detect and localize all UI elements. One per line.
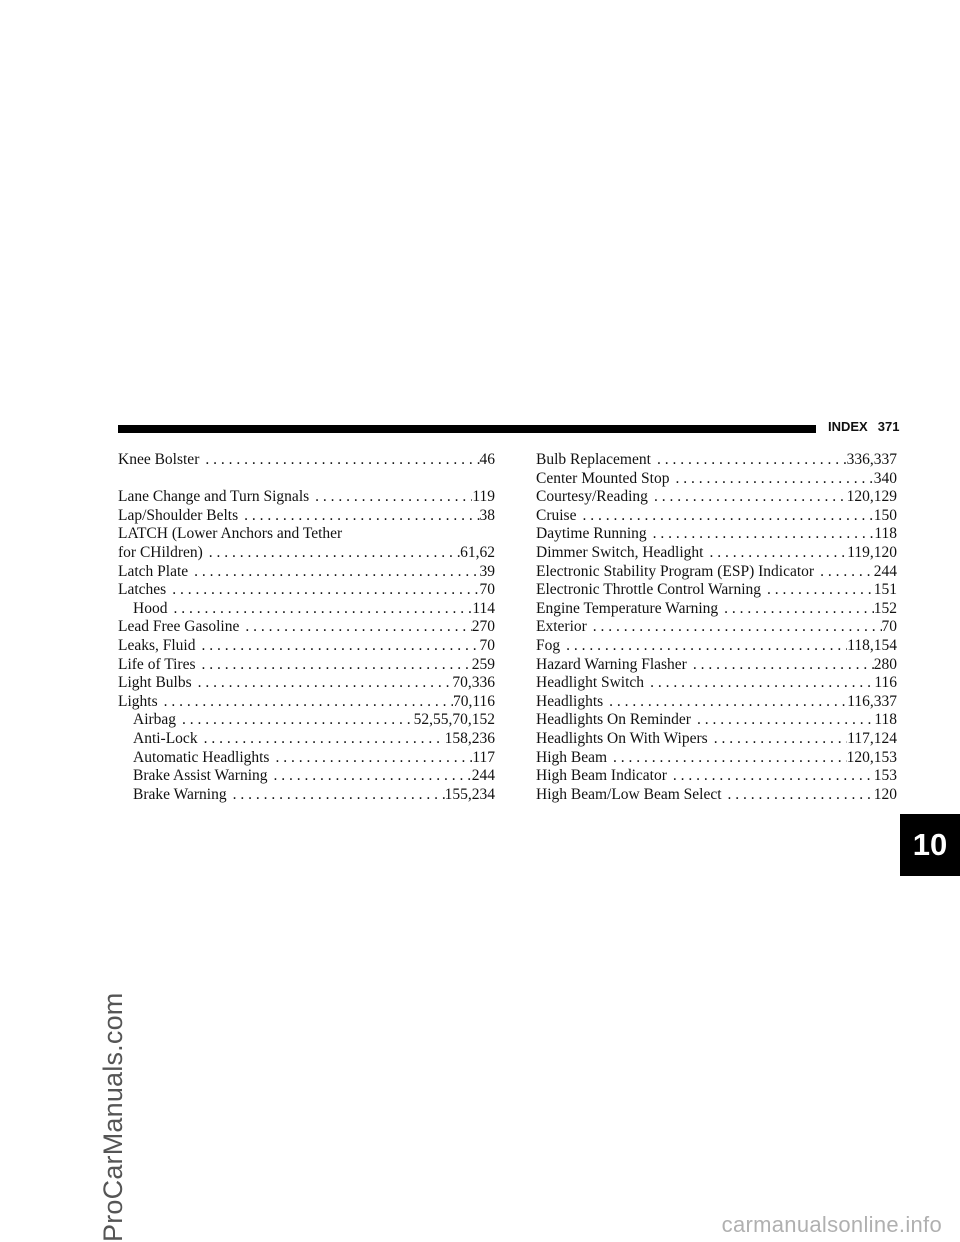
- leader-dots: [239, 618, 471, 636]
- entry-pages: 52,55,70,152: [413, 711, 495, 729]
- entry-label: Electronic Stability Program (ESP) Indicator: [536, 562, 815, 580]
- leader-dots: [814, 563, 874, 581]
- entry-pages: 151: [873, 581, 897, 599]
- leader-dots: [199, 451, 479, 469]
- entry-pages: 118: [874, 525, 897, 543]
- index-entry: [536, 730, 897, 749]
- entry-pages: 70,336: [452, 674, 495, 692]
- entry-label: Headlight Switch: [536, 674, 645, 692]
- entry-label: High Beam: [536, 748, 608, 766]
- index-subentry: [118, 600, 495, 619]
- header-title: INDEX: [828, 419, 868, 434]
- index-entry: [536, 767, 897, 786]
- entry-label: Life of Tires: [118, 655, 196, 673]
- entry-pages: 158,236: [444, 729, 495, 747]
- footer-watermark: carmanualsonline.info: [721, 1212, 942, 1237]
- running-header: [828, 419, 909, 434]
- leader-dots: [166, 581, 479, 599]
- entry-pages: 38: [479, 506, 495, 524]
- index-subentry: [118, 767, 495, 786]
- index-entry: [118, 656, 495, 675]
- entry-label: Lap/Shoulder Belts: [118, 506, 239, 524]
- leader-dots: [651, 451, 847, 469]
- leader-dots: [761, 581, 874, 599]
- entry-pages: 340: [873, 469, 897, 487]
- section-tab: 10: [900, 814, 960, 876]
- leader-dots: [309, 488, 472, 506]
- index-entry: [536, 749, 897, 768]
- index-subentry: [118, 730, 495, 749]
- index-entry: [118, 581, 495, 600]
- leader-dots: [560, 637, 847, 655]
- header-page-number: 371: [877, 419, 900, 434]
- entry-pages: 280: [873, 655, 897, 673]
- index-entry: [118, 507, 495, 526]
- index-entry: [536, 488, 897, 507]
- index-entry: [118, 451, 495, 470]
- entry-label: Latch Plate: [118, 562, 189, 580]
- entry-label: Headlights: [536, 692, 604, 710]
- index-entry: [536, 693, 897, 712]
- watermark-text: ProCarManuals.com: [98, 992, 128, 1242]
- leader-dots: [648, 488, 847, 506]
- index-entry: [536, 600, 897, 619]
- leader-dots: [722, 786, 874, 804]
- index-entry: [118, 693, 495, 712]
- header-rule: [118, 425, 816, 433]
- leader-dots: [167, 600, 472, 618]
- entry-pages: 336,337: [846, 451, 897, 468]
- entry-label: Light Bulbs: [118, 674, 192, 692]
- entry-label: High Beam Indicator: [536, 767, 667, 785]
- leader-dots: [603, 693, 847, 711]
- entry-label: Bulb Replacement: [536, 451, 651, 468]
- index-entry: [536, 451, 897, 470]
- leader-dots: [198, 730, 445, 748]
- index-entry: [118, 563, 495, 582]
- entry-pages: 152: [873, 599, 897, 617]
- index-entry: [536, 711, 897, 730]
- entry-label: Lights: [118, 692, 158, 710]
- index-column-left: [118, 451, 495, 804]
- leader-dots: [176, 711, 414, 729]
- entry-label: Automatic Headlights: [133, 748, 270, 766]
- entry-label: Cruise: [536, 506, 577, 524]
- index-entry: [536, 656, 897, 675]
- entry-pages: 117,124: [847, 729, 897, 747]
- entry-label: Exterior: [536, 618, 587, 636]
- leader-dots: [268, 767, 472, 785]
- leader-dots: [158, 693, 453, 711]
- index-entry: [118, 637, 495, 656]
- entry-pages: 70: [479, 636, 495, 654]
- entry-label: Knee Bolster: [118, 451, 200, 468]
- entry-label: Fog: [536, 636, 561, 654]
- leader-dots: [587, 618, 882, 636]
- entry-pages: 120: [873, 785, 897, 803]
- leader-dots: [188, 563, 479, 581]
- leader-dots: [647, 525, 875, 543]
- index-entry: [536, 544, 897, 563]
- index-subentry: [118, 711, 495, 730]
- entry-label: Leaks, Fluid: [118, 636, 196, 654]
- leader-dots: [703, 544, 847, 562]
- index-entry: [536, 507, 897, 526]
- index-subentry: [118, 749, 495, 768]
- entry-label: Center Mounted Stop: [536, 469, 670, 487]
- index-subentry: [118, 786, 495, 805]
- entry-pages: 61,62: [460, 543, 495, 561]
- entry-pages: 116: [874, 674, 897, 692]
- entry-pages: 117: [472, 748, 495, 766]
- entry-pages: 70: [479, 581, 495, 599]
- index-entry: [536, 786, 897, 805]
- index-column-right: [536, 451, 897, 804]
- entry-pages: 244: [471, 767, 495, 785]
- entry-pages: 114: [472, 599, 495, 617]
- leader-dots: [203, 544, 460, 562]
- entry-label: Dimmer Switch, Headlight: [536, 543, 704, 561]
- leader-dots: [669, 470, 873, 488]
- entry-pages: 118: [874, 711, 897, 729]
- leader-dots: [196, 656, 472, 674]
- leader-dots: [607, 749, 847, 767]
- leader-dots: [238, 507, 479, 525]
- entry-pages: 259: [471, 655, 495, 673]
- leader-dots: [576, 507, 873, 525]
- index-entry: [536, 563, 897, 582]
- entry-pages: 270: [471, 618, 495, 636]
- entry-pages: 155,234: [444, 785, 495, 803]
- leader-dots: [667, 767, 874, 785]
- entry-label: Engine Temperature Warning: [536, 599, 719, 617]
- index-entry: [536, 581, 897, 600]
- index-entry: [536, 618, 897, 637]
- index-entry: [118, 525, 495, 544]
- entry-label: Brake Warning: [133, 785, 227, 803]
- entry-label: Electronic Throttle Control Warning: [536, 581, 762, 599]
- entry-pages: 119,120: [847, 543, 897, 561]
- leader-dots: [644, 674, 874, 692]
- entry-label: Courtesy/Reading: [536, 488, 648, 506]
- entry-label: for CHildren): [118, 543, 203, 561]
- entry-label: High Beam/Low Beam Select: [536, 785, 722, 803]
- index-entry: [536, 525, 897, 544]
- index-entry: [536, 470, 897, 489]
- entry-label: Lane Change and Turn Signals: [118, 488, 310, 506]
- entry-label: Hazard Warning Flasher: [536, 655, 687, 673]
- entry-label: Headlights On Reminder: [536, 711, 691, 729]
- index-entry: [118, 544, 495, 563]
- entry-pages: 120,153: [846, 748, 897, 766]
- entry-pages: 46: [479, 451, 495, 468]
- leader-dots: [687, 656, 874, 674]
- index-entry: [118, 488, 495, 507]
- entry-label: Hood: [133, 599, 168, 617]
- entry-pages: 120,129: [846, 488, 897, 506]
- entry-label: Daytime Running: [536, 525, 647, 543]
- entry-pages: 70,116: [452, 692, 495, 710]
- entry-pages: 244: [873, 562, 897, 580]
- leader-dots: [227, 786, 445, 804]
- entry-label: Brake Assist Warning: [133, 767, 268, 785]
- entry-label: Lead Free Gasoline: [118, 618, 240, 636]
- leader-dots: [196, 637, 480, 655]
- leader-dots: [192, 674, 453, 692]
- index-entry: [536, 637, 897, 656]
- entry-pages: 116,337: [847, 692, 897, 710]
- entry-label: Anti-Lock: [133, 729, 198, 747]
- leader-dots: [708, 730, 848, 748]
- entry-label: Headlights On With Wipers: [536, 729, 708, 747]
- entry-pages: 118,154: [847, 636, 897, 654]
- entry-pages: 39: [479, 562, 495, 580]
- index-entry: [118, 618, 495, 637]
- entry-label: Latches: [118, 581, 167, 599]
- entry-pages: 70: [881, 618, 897, 636]
- index-entry: [118, 674, 495, 693]
- entry-pages: 153: [873, 767, 897, 785]
- entry-label: LATCH (Lower Anchors and Tether: [118, 525, 343, 543]
- leader-dots: [718, 600, 874, 618]
- entry-pages: 119: [472, 488, 495, 506]
- leader-dots: [269, 749, 472, 767]
- index-entry: [536, 674, 897, 693]
- entry-pages: 150: [873, 506, 897, 524]
- entry-label: Airbag: [133, 711, 177, 729]
- leader-dots: [691, 711, 874, 729]
